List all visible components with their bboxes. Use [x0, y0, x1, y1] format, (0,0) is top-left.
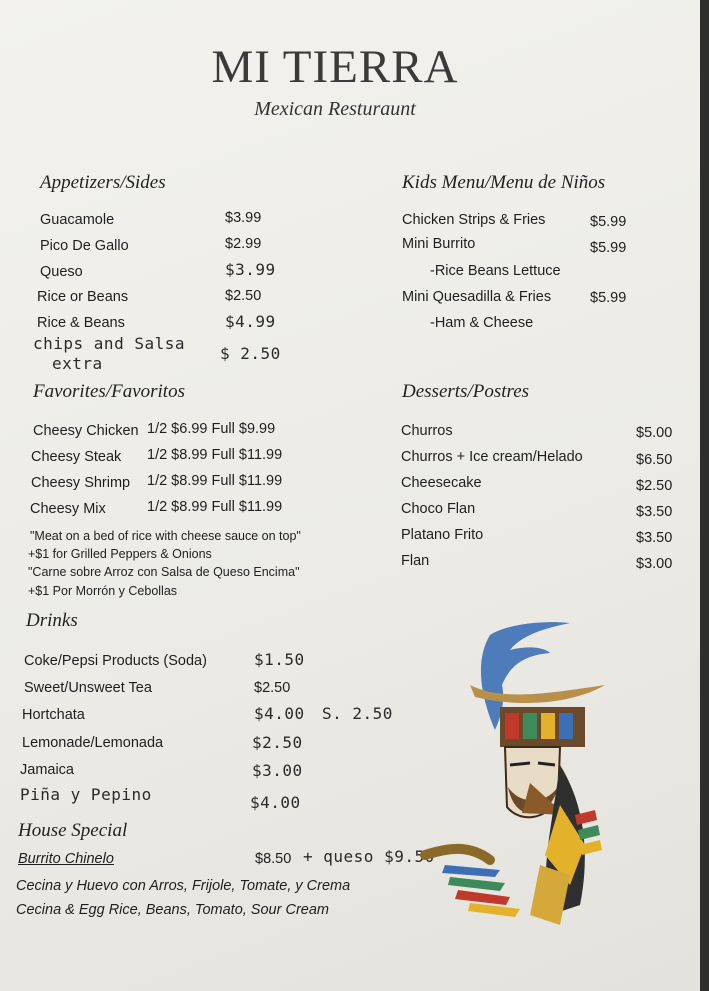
dessert-name: Churros + Ice cream/Helado: [401, 449, 583, 465]
dessert-price: $3.50: [636, 504, 673, 520]
appetizer-name: Guacamole: [40, 212, 115, 228]
drink-name: Sweet/Unsweet Tea: [24, 680, 152, 696]
favorite-prices: 1/2 $8.99 Full $11.99: [147, 447, 283, 463]
appetizer-name: Rice or Beans: [37, 289, 129, 305]
drink-name: Lemonade/Lemonada: [22, 735, 164, 751]
appetizers-heading: Appetizers/Sides: [40, 172, 166, 193]
handwritten-drink-name: Piña y Pepino: [20, 785, 152, 804]
appetizer-price: $2.99: [225, 236, 262, 252]
kids-item-name: Chicken Strips & Fries: [402, 212, 546, 228]
appetizer-price: $2.50: [225, 288, 262, 304]
kids-item-name: Mini Burrito: [402, 236, 476, 252]
handwritten-chips-line1: chips and Salsa: [33, 334, 185, 353]
dessert-name: Choco Flan: [401, 501, 476, 517]
handwritten-chips-line2: extra: [52, 354, 103, 373]
favorite-prices: 1/2 $6.99 Full $9.99: [147, 421, 276, 437]
favorites-note: +$1 Por Morrón y Cebollas: [28, 584, 178, 598]
favorite-name: Cheesy Steak: [31, 449, 122, 465]
favorite-name: Cheesy Chicken: [33, 423, 139, 439]
dessert-price: $5.00: [636, 425, 673, 441]
appetizer-price-handwritten: $3.99: [225, 260, 276, 279]
favorite-prices: 1/2 $8.99 Full $11.99: [147, 473, 283, 489]
special-name: Burrito Chinelo: [18, 851, 114, 867]
kids-item-detail: -Rice Beans Lettuce: [430, 263, 561, 279]
kids-item-name: Mini Quesadilla & Fries: [402, 289, 552, 305]
drink-price: $2.50: [254, 680, 291, 696]
favorite-prices: 1/2 $8.99 Full $11.99: [147, 499, 283, 515]
desserts-heading: Desserts/Postres: [402, 381, 530, 402]
special-handwritten-price: + queso $9.50: [303, 847, 435, 866]
appetizer-name: Pico De Gallo: [40, 238, 129, 254]
appetizer-price-handwritten: $4.99: [225, 312, 276, 331]
handwritten-chips-price: $ 2.50: [220, 344, 281, 363]
kids-menu-heading: Kids Menu/Menu de Niños: [402, 172, 606, 193]
kids-item-price: $5.99: [590, 240, 627, 256]
dessert-price: $2.50: [636, 478, 673, 494]
dessert-name: Churros: [401, 423, 453, 439]
dessert-price: $6.50: [636, 452, 673, 468]
appetizer-name: Rice & Beans: [37, 315, 125, 331]
restaurant-title: MI TIERRA: [211, 41, 459, 93]
house-special-heading: House Special: [18, 820, 128, 841]
drink-handwritten-note: S. 2.50: [322, 704, 393, 723]
restaurant-tagline: Mexican Resturaunt: [254, 98, 416, 120]
favorites-note: "Meat on a bed of rice with cheese sauce on top": [30, 529, 301, 543]
drink-price-handwritten: $3.00: [252, 761, 303, 780]
dessert-price: $3.00: [636, 556, 673, 572]
dessert-name: Platano Frito: [401, 527, 484, 543]
chinelo-dancer-icon: [410, 615, 630, 945]
favorites-note: "Carne sobre Arroz con Salsa de Queso Encima": [28, 565, 300, 579]
kids-item-price: $5.99: [590, 290, 627, 306]
appetizer-name: Queso: [40, 264, 83, 280]
dessert-name: Cheesecake: [401, 475, 482, 491]
kids-item-detail: -Ham & Cheese: [430, 315, 534, 331]
drink-name: Hortchata: [22, 707, 85, 723]
favorites-heading: Favorites/Favoritos: [33, 381, 185, 402]
drink-price-handwritten: $2.50: [252, 733, 303, 752]
appetizer-price: $3.99: [225, 210, 262, 226]
drink-price-handwritten: $1.50: [254, 650, 305, 669]
background-edge: [700, 0, 709, 991]
dessert-name: Flan: [401, 553, 430, 569]
favorite-name: Cheesy Shrimp: [31, 475, 131, 491]
drinks-heading: Drinks: [26, 610, 78, 631]
drink-name: Coke/Pepsi Products (Soda): [24, 653, 207, 669]
favorites-note: +$1 for Grilled Peppers & Onions: [28, 547, 212, 561]
special-description-es: Cecina y Huevo con Arros, Frijole, Tomate, y Crema: [16, 878, 351, 894]
drink-price-handwritten: $4.00: [254, 704, 305, 723]
handwritten-drink-price: $4.00: [250, 793, 301, 812]
drink-name: Jamaica: [20, 762, 74, 778]
special-description-en: Cecina & Egg Rice, Beans, Tomato, Sour Cream: [16, 902, 329, 918]
special-price: $8.50: [255, 851, 292, 867]
kids-item-price: $5.99: [590, 214, 627, 230]
dessert-price: $3.50: [636, 530, 673, 546]
favorite-name: Cheesy Mix: [30, 501, 106, 517]
